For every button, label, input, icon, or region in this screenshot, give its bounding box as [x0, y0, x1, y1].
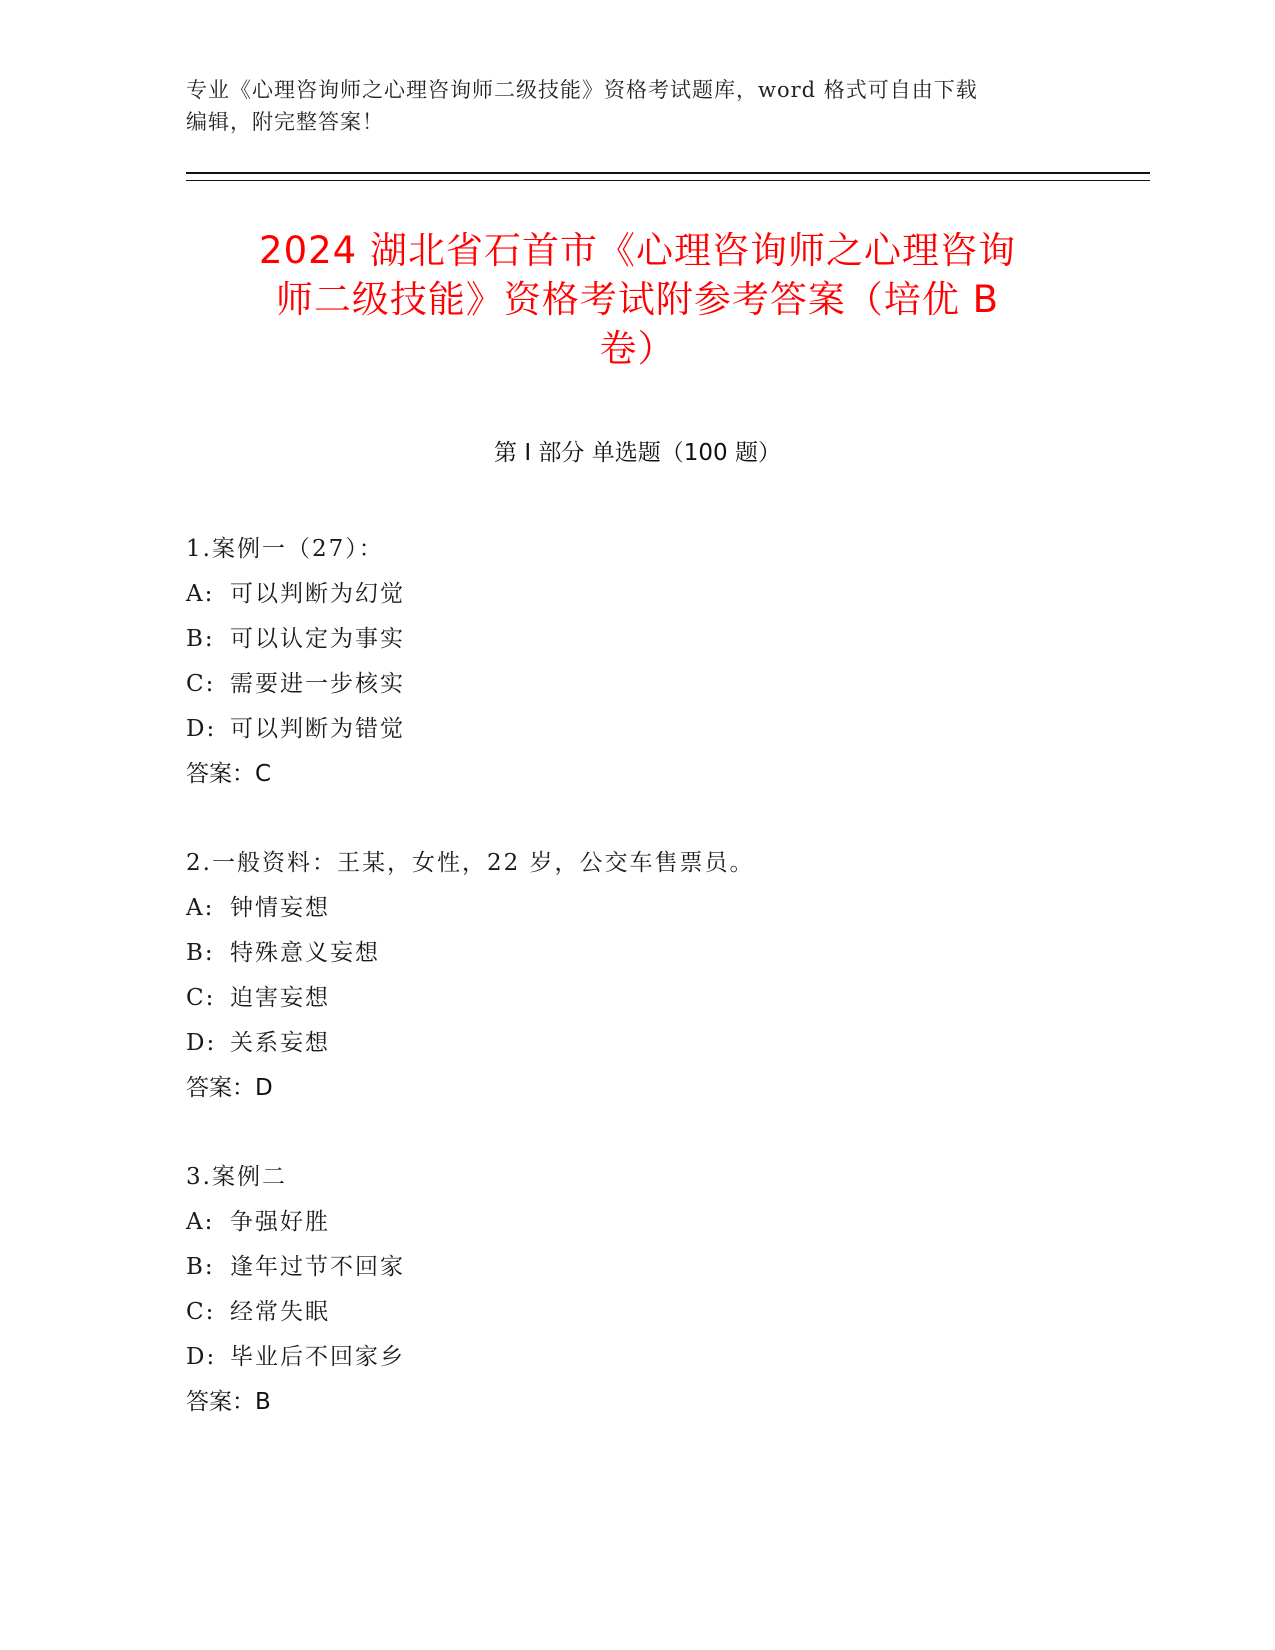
option-letter: D: [186, 1030, 217, 1056]
option-letter: B: [186, 940, 215, 966]
option-letter: A: [186, 1209, 215, 1235]
option-letter: A: [186, 581, 215, 607]
option-d [186, 707, 1146, 752]
option-text: 可以判断为错觉 [230, 716, 405, 742]
question-1 [186, 527, 1146, 797]
answer: 答案：D [186, 1075, 273, 1101]
document-title-line-3: 卷） [599, 327, 676, 370]
header-divider-thin [186, 180, 1150, 181]
option-letter: B: [186, 626, 215, 652]
option-text: 需要进一步核实 [230, 671, 405, 697]
question-stem: 2.一般资料：王某，女性，22 岁，公交车售票员。 [186, 850, 755, 876]
option-letter: C: [186, 671, 216, 697]
option-letter: C: [186, 985, 216, 1011]
option-d [186, 1021, 1146, 1066]
option-b [186, 617, 1146, 662]
option-d [186, 1335, 1146, 1380]
option-a [186, 572, 1146, 617]
option-letter: B: [186, 1254, 215, 1280]
option-text: 迫害妄想 [230, 985, 330, 1011]
option-text: 可以认定为事实 [230, 626, 405, 652]
header-note [186, 74, 1066, 138]
option-b [186, 931, 1146, 976]
option-text: 可以判断为幻觉 [230, 581, 405, 607]
section-title: 第 I 部分 单选题（100 题） [494, 440, 781, 466]
header-note-line-1: 专业《心理咨询师之心理咨询师二级技能》资格考试题库，word 格式可自由下载 [186, 78, 978, 102]
option-letter: C: [186, 1299, 216, 1325]
option-text: 经常失眠 [230, 1299, 330, 1325]
answer: 答案：C [186, 761, 272, 787]
document-title-line-1: 2024 湖北省石首市《心理咨询师之心理咨询 [259, 229, 1016, 272]
header-divider-thick [186, 172, 1150, 174]
option-text: 钟情妄想 [230, 895, 330, 921]
option-c [186, 976, 1146, 1021]
answer: 答案：B [186, 1389, 271, 1415]
option-a [186, 886, 1146, 931]
option-c [186, 1290, 1146, 1335]
option-text: 关系妄想 [230, 1030, 330, 1056]
option-letter: D: [186, 1344, 217, 1370]
option-c [186, 662, 1146, 707]
question-stem: 1.案例一（27）： [186, 536, 384, 562]
option-text: 争强好胜 [230, 1209, 330, 1235]
option-b [186, 1245, 1146, 1290]
option-text: 逢年过节不回家 [230, 1254, 405, 1280]
option-text: 毕业后不回家乡 [230, 1344, 405, 1370]
option-text: 特殊意义妄想 [230, 940, 380, 966]
option-letter: A: [186, 895, 215, 921]
question-3 [186, 1155, 1146, 1425]
question-list [186, 527, 1146, 1469]
option-a [186, 1200, 1146, 1245]
option-letter: D: [186, 716, 217, 742]
document-title-line-2: 师二级技能》资格考试附参考答案（培优 B [275, 278, 1000, 321]
header-note-line-2: 编辑，附完整答案！ [186, 110, 384, 134]
document-title [150, 226, 1125, 373]
question-2 [186, 841, 1146, 1111]
question-stem: 3.案例二 [186, 1164, 287, 1190]
